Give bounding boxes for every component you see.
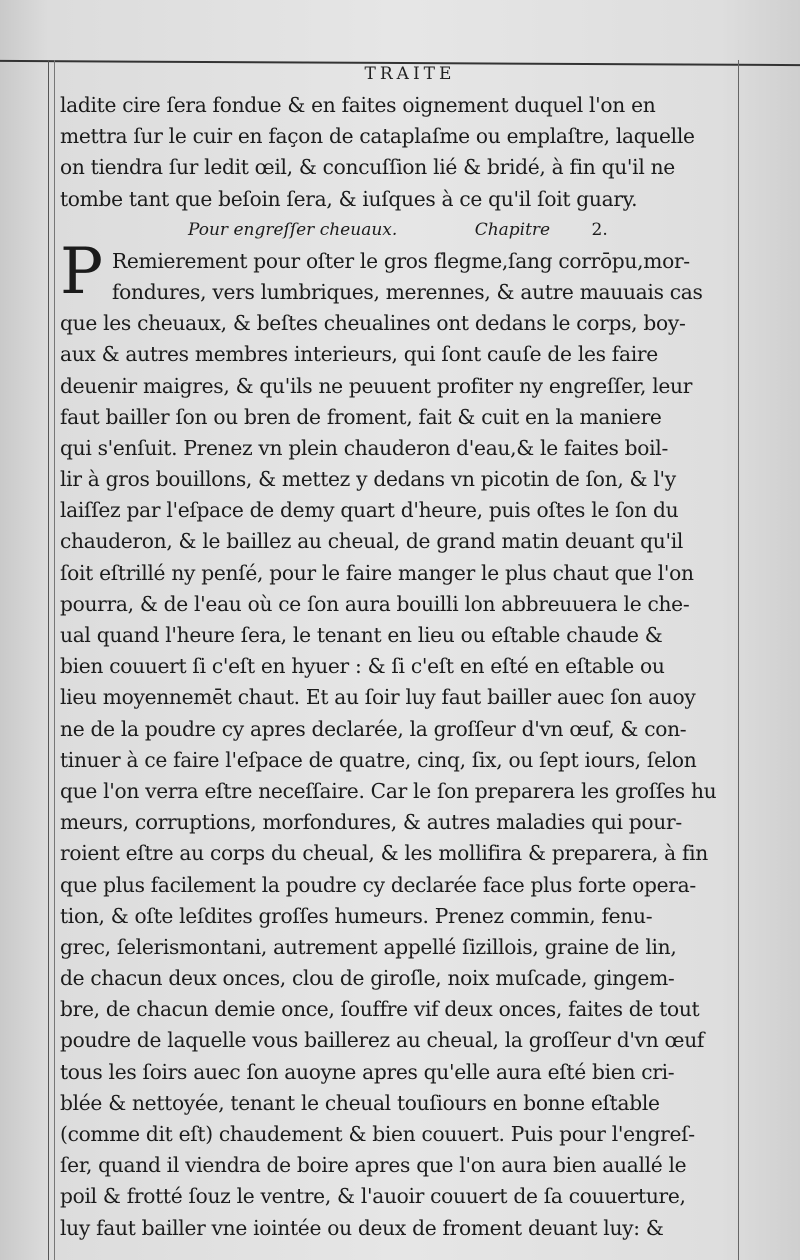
text-line: chauderon, & le baillez au cheual, de grand matin deuant qu'il — [60, 529, 684, 554]
text-line: que plus facilement la poudre cy declarée face plus forte opera- — [60, 872, 696, 897]
text-line: on tiendra ſur ledit œil, & concuſſion lié & bridé, à fin qu'il ne — [60, 155, 675, 180]
text-line: tous les ſoirs auec ſon auoyne apres qu'elle aura eſté bien cri- — [60, 1059, 675, 1084]
text-line: bre, de chacun demie once, ſouffre vif deux onces, faites de tout — [60, 997, 700, 1022]
text-line: ladite cire ſera fondue & en faites oignement duquel l'on en — [60, 93, 656, 117]
text-line: ſoit eſtrillé ny penſé, pour le faire manger le plus chaut que l'on — [60, 560, 694, 585]
text-line: qui s'enſuit. Prenez vn plein chauderon d'eau,& le faites boil- — [60, 435, 668, 460]
text-line: Remierement pour oſter le gros flegme,ſang corrōpu,mor- — [112, 248, 690, 273]
text-line: mettra ſur le cuir en façon de cataplaſme ou emplaſtre, laquelle — [60, 124, 695, 149]
text-line: luy faut bailler vne iointée ou deux de froment deuant luy: & — [60, 1215, 664, 1240]
text-line: lieu moyennemēt chaut. Et au ſoir luy faut bailler auec ſon auoy — [60, 685, 696, 710]
chapter-number: 2. — [591, 219, 608, 240]
text-line: ne de la poudre cy apres declarée, la groſſeur d'vn œuf, & con- — [60, 716, 687, 741]
running-head: TRAITE — [364, 64, 456, 84]
text-line: pourra, & de l'eau où ce ſon aura bouilli lon abbreuuera le che- — [60, 591, 690, 616]
text-line: fondures, vers lumbriques, merennes, & autre mauuais cas — [112, 279, 703, 304]
text-line: (comme dit eſt) chaudement & bien couuert. Puis pour l'engreſ- — [60, 1122, 695, 1146]
text-line: grec, ſelerismontani, autrement appellé ſizillois, graine de lin, — [60, 934, 677, 959]
chapter-label: Chapitre — [474, 219, 551, 240]
text-block — [60, 90, 740, 1244]
text-line: bien couuert ſi c'eſt en hyuer : & ſi c'eſt en eſté en eſtable ou — [60, 654, 665, 679]
left-margin-rule-inner — [54, 60, 55, 1260]
text-line: deuenir maigres, & qu'ils ne peuuent profiter ny engreſſer, leur — [60, 373, 693, 398]
text-line: poudre de laquelle vous baillerez au cheual, la groſſeur d'vn œuf — [60, 1028, 705, 1053]
text-line: poil & frotté ſouz le ventre, & l'auoir couuert de ſa couuerture, — [60, 1184, 686, 1209]
drop-cap: P — [60, 235, 104, 309]
chapter-heading — [60, 215, 740, 246]
text-line: ſer, quand il viendra de boire apres que l'on aura bien auallé le — [60, 1153, 687, 1178]
text-line: que l'on verra eſtre neceſſaire. Car le ſon preparera les groſſes hu — [60, 778, 717, 803]
text-line: de chacun deux onces, clou de giroſle, noix muſcade, gingem- — [60, 966, 675, 991]
text-line: tion, & oſte leſdites groſſes humeurs. Prenez commin, fenu- — [60, 903, 653, 928]
text-line: tinuer à ce faire l'eſpace de quatre, cinq, ſix, ou ſept iours, ſelon — [60, 747, 697, 772]
left-margin-rule — [48, 60, 49, 1260]
text-line: ual quand l'heure ſera, le tenant en lieu ou eſtable chaude & — [60, 623, 663, 647]
text-line: aux & autres membres interieurs, qui ſont cauſe de les faire — [60, 342, 658, 367]
text-line: lir à gros bouillons, & mettez y dedans vn picotin de ſon, & l'y — [60, 467, 676, 492]
text-line: tombe tant que beſoin ſera, & iuſques à ce qu'il ſoit guary. — [60, 186, 638, 211]
text-line: faut bailler ſon ou bren de froment, fait & cuit en la maniere — [60, 404, 662, 429]
text-line: blée & nettoyée, tenant le cheual touſiours en bonne eſtable — [60, 1090, 660, 1115]
chapter-title: Pour engreſſer cheuaux. — [188, 219, 398, 240]
text-line: meurs, corruptions, morfondures, & autres maladies qui pour- — [60, 810, 682, 835]
text-line: laiſſez par l'eſpace de demy quart d'heure, puis oſtes le ſon du — [60, 498, 679, 523]
text-line: que les cheuaux, & beſtes cheualines ont dedans le corps, boy- — [60, 311, 686, 336]
text-line: roient eſtre au corps du cheual, & les mollifira & preparera, à fin — [60, 841, 709, 866]
